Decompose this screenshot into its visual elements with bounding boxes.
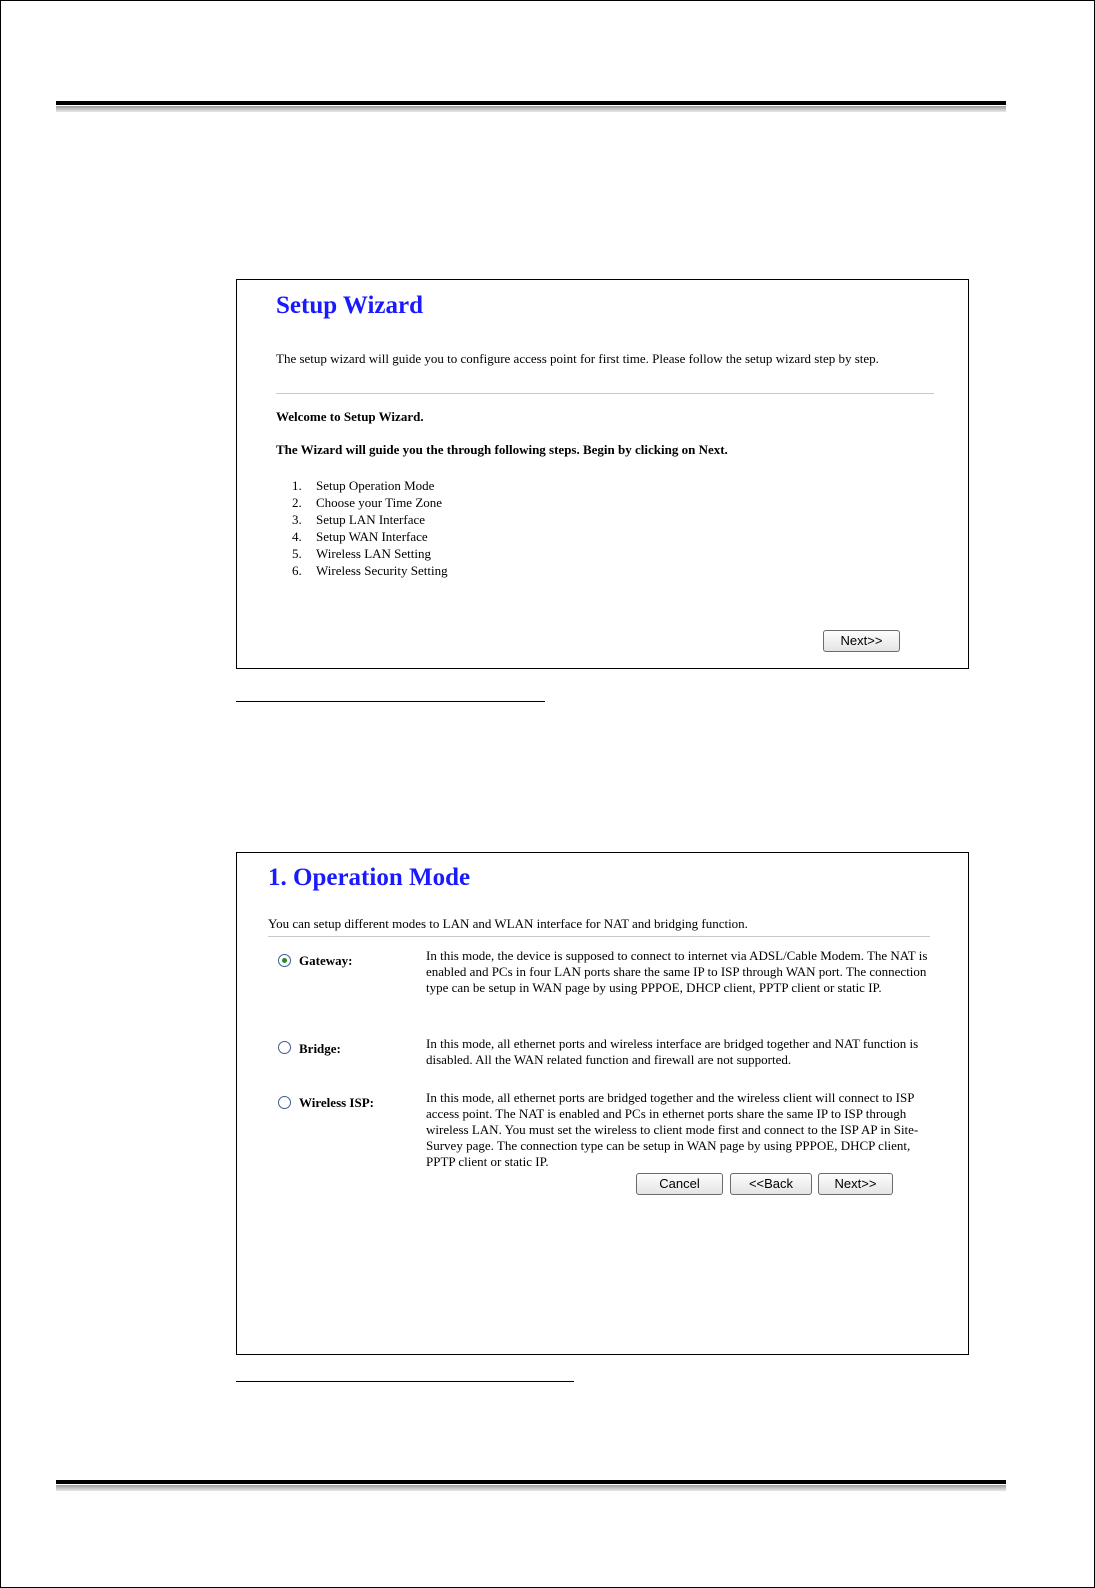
step-number: 6. bbox=[292, 563, 302, 578]
back-button[interactable]: <<Back bbox=[730, 1173, 812, 1195]
setup-wizard-description: The setup wizard will guide you to configure access point for first time. Please follow the setup wizard step by step. bbox=[276, 351, 879, 366]
list-item bbox=[292, 511, 448, 528]
list-item bbox=[292, 477, 448, 494]
step-label: Setup Operation Mode bbox=[316, 478, 435, 493]
guide-text: The Wizard will guide you the through following steps. Begin by clicking on Next. bbox=[276, 442, 728, 457]
step-label: Wireless LAN Setting bbox=[316, 546, 432, 561]
caption-underline bbox=[236, 701, 545, 702]
header-rule bbox=[56, 101, 1006, 105]
step-number: 4. bbox=[292, 529, 302, 544]
operation-mode-title: 1. Operation Mode bbox=[268, 864, 471, 891]
setup-wizard-title: Setup Wizard bbox=[276, 292, 424, 319]
gateway-description: In this mode, the device is supposed to connect to internet via ADSL/Cable Modem. The NAT is enabled and PCs in four LAN ports share the same IP to ISP through WAN port. The connection type can be setup in WAN page by using PPPOE, DHCP client, PPTP client or static IP. bbox=[426, 948, 928, 995]
list-item bbox=[292, 494, 448, 511]
setup-wizard-screenshot bbox=[236, 279, 969, 669]
next-button[interactable]: Next>> bbox=[818, 1173, 893, 1195]
operation-mode-description: You can setup different modes to LAN and WLAN interface for NAT and bridging function. bbox=[268, 916, 748, 931]
next-button[interactable]: Next>> bbox=[823, 630, 900, 652]
welcome-text: Welcome to Setup Wizard. bbox=[276, 409, 424, 424]
divider bbox=[276, 393, 934, 394]
step-label: Setup LAN Interface bbox=[316, 512, 426, 527]
step-number: 2. bbox=[292, 495, 302, 510]
caption-underline bbox=[236, 1381, 574, 1382]
step-number: 3. bbox=[292, 512, 302, 527]
bridge-label: Bridge: bbox=[299, 1041, 341, 1056]
cancel-button[interactable]: Cancel bbox=[636, 1173, 723, 1195]
footer-rule bbox=[56, 1480, 1006, 1484]
header-rule-shadow bbox=[56, 106, 1006, 112]
step-label: Setup WAN Interface bbox=[316, 529, 428, 544]
list-item bbox=[292, 562, 448, 579]
step-label: Choose your Time Zone bbox=[316, 495, 443, 510]
step-number: 1. bbox=[292, 478, 302, 493]
radio-selected-dot bbox=[282, 958, 287, 963]
step-label: Wireless Security Setting bbox=[316, 563, 448, 578]
footer-rule-shadow bbox=[56, 1485, 1006, 1491]
wireless-isp-radio[interactable] bbox=[278, 1096, 291, 1109]
bridge-description: In this mode, all ethernet ports and wireless interface are bridged together and NAT function is disabled. All the WAN related function and firewall are not supported. bbox=[426, 1036, 919, 1067]
gateway-label: Gateway: bbox=[299, 953, 353, 968]
wizard-steps-list bbox=[292, 477, 448, 579]
list-item bbox=[292, 545, 448, 562]
step-number: 5. bbox=[292, 546, 302, 561]
wireless-isp-description: In this mode, all ethernet ports are bridged together and the wireless client will connect to ISP access point. The NAT is enabled and PCs in ethernet ports share the same IP to ISP through wireless LAN. You must set the wireless to client mode first and connect to the ISP AP in Site-Survey page. The connection type can be setup in WAN page by using PPPOE, DHCP client, PPTP client or static IP. bbox=[426, 1090, 919, 1169]
divider bbox=[268, 936, 930, 937]
list-item bbox=[292, 528, 448, 545]
gateway-radio[interactable] bbox=[278, 954, 291, 967]
wireless-isp-label: Wireless ISP: bbox=[299, 1095, 374, 1110]
bridge-radio[interactable] bbox=[278, 1041, 291, 1054]
